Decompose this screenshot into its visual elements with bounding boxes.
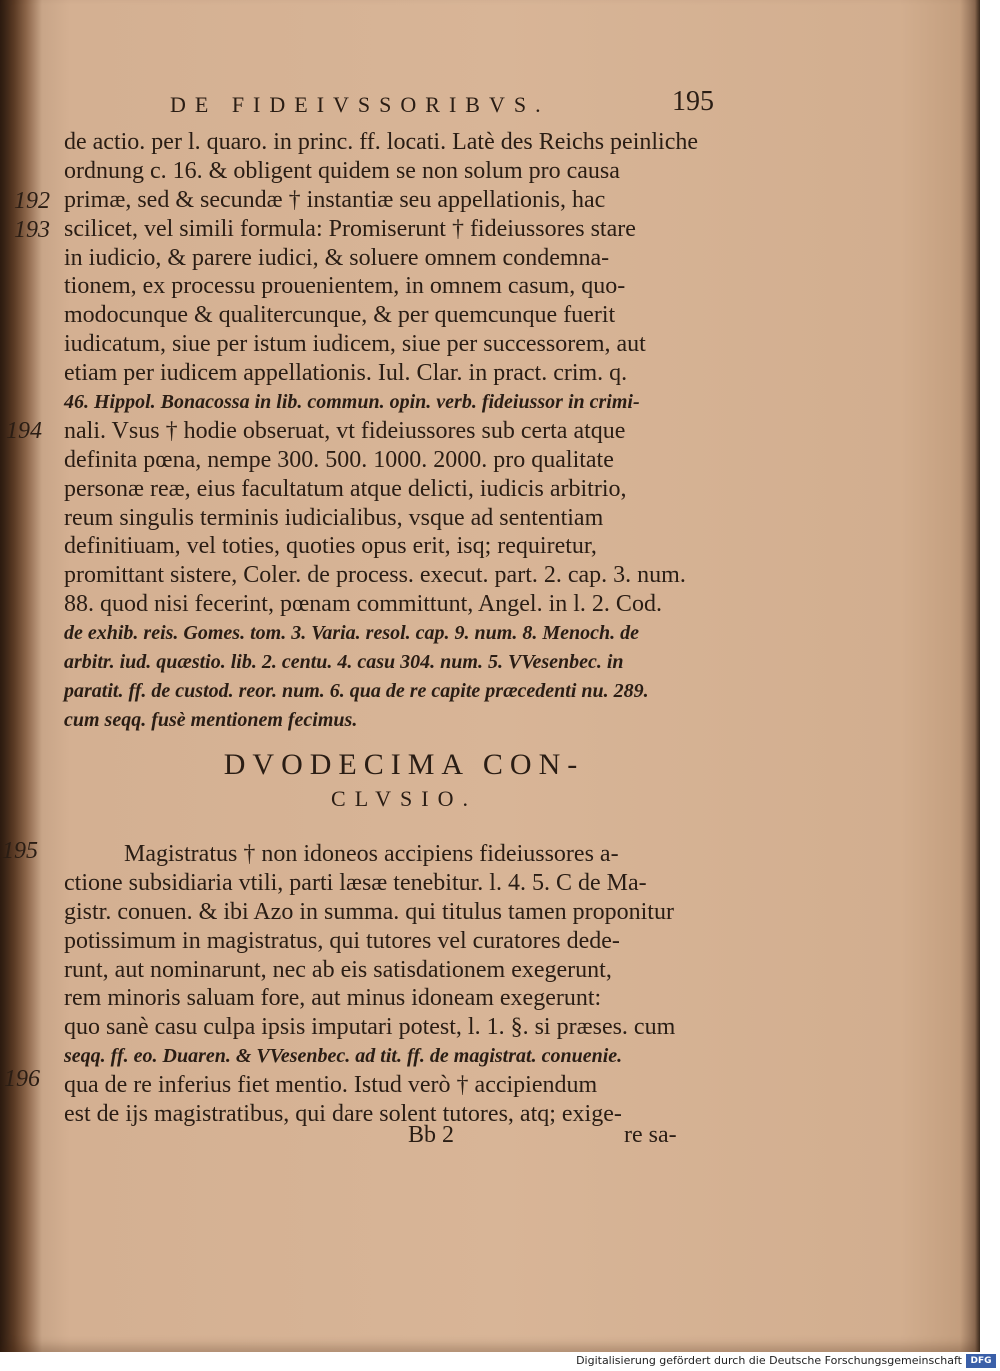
text-line: potissimum in magistratus, qui tutores vel curatores dede- — [64, 927, 620, 954]
text-line: gistr. conuen. & ibi Azo in summa. qui titulus tamen proponitur — [64, 898, 674, 925]
footer-credit: Digitalisierung gefördert durch die Deutsche Forschungsgemeinschaft — [576, 1354, 962, 1367]
running-head: DE FIDEIVSSORIBVS. — [170, 92, 550, 117]
margin-number: 192 — [14, 188, 50, 214]
text-line: cum seqq. fusè mentionem fecimus. — [64, 708, 358, 731]
text-line: modocunque & qualitercunque, & per quemcunque fuerit — [64, 302, 616, 329]
text-line: 88. quod nisi fecerint, pœnam committunt, Angel. in l. 2. Cod. — [64, 591, 662, 618]
text-line: ctione subsidiaria vtili, parti læsæ tenebitur. l. 4. 5. C de Ma- — [64, 869, 647, 896]
text-line: runt, aut nominarunt, nec ab eis satisdationem exegerunt, — [64, 956, 612, 983]
margin-number: 196 — [4, 1066, 40, 1092]
text-line: definita pœna, nempe 300. 500. 1000. 2000. pro qualitate — [64, 446, 614, 473]
text-line: etiam per iudicem appellationis. Iul. Clar. in pract. crim. q. — [64, 360, 628, 387]
text-line: paratit. ff. de custod. reor. num. 6. qua de re capite præcedenti nu. 289. — [64, 679, 649, 702]
book-page — [2, 0, 980, 1352]
text-line: 46. Hippol. Bonacossa in lib. commun. opin. verb. fideiussor in crimi- — [64, 391, 640, 414]
text-line: tionem, ex processu prouenientem, in omnem casum, quo- — [64, 273, 626, 300]
text-line: definitiuam, vel toties, quoties opus erit, isq; requiretur, — [64, 533, 597, 560]
section-heading-continued: CLVSIO. — [331, 786, 477, 811]
margin-number: 195 — [2, 838, 38, 864]
paragraph-2 — [64, 840, 714, 1129]
margin-number: 194 — [6, 418, 42, 444]
text-line: de actio. per l. quaro. in princ. ff. locati. Latè des Reichs peinliche — [64, 129, 698, 155]
text-line: iudicatum, siue per istum iudicem, siue per successorem, aut — [64, 331, 646, 358]
text-line: quo sanè casu culpa ipsis imputari potest, l. 1. §. si præses. cum — [64, 1014, 676, 1041]
text-line: scilicet, vel simili formula: Promiserunt † fideiussores stare — [64, 215, 636, 242]
text-line: promittant sistere, Coler. de process. execut. part. 2. cap. 3. num. — [64, 562, 686, 589]
text-line: personæ reæ, eius facultatum atque delicti, iudicis arbitrio, — [64, 475, 627, 502]
text-line: ordnung c. 16. & obligent quidem se non solum pro causa — [64, 157, 620, 184]
text-line: rem minoris saluam fore, aut minus idoneam exegerunt: — [64, 985, 602, 1012]
page-number: 195 — [672, 86, 714, 117]
footer-bar — [0, 1352, 1000, 1371]
text-line: qua de re inferius fiet mentio. Istud verò † accipiendum — [64, 1072, 598, 1099]
text-line: de exhib. reis. Gomes. tom. 3. Varia. resol. cap. 9. num. 8. Menoch. de — [64, 622, 640, 645]
text-line: arbitr. iud. quæstio. lib. 2. centu. 4. casu 304. num. 5. VVesenbec. in — [64, 651, 624, 674]
text-line: reum singulis terminis iudicialibus, vsque ad sententiam — [64, 504, 604, 531]
text-line: est de ijs magistratibus, qui dare solent tutores, atq; exige- — [64, 1101, 622, 1128]
section-heading: DVODECIMA CON- — [223, 748, 585, 781]
dfg-logo: DFG — [966, 1354, 996, 1368]
paragraph-1 — [64, 128, 714, 735]
text-line: nali. Vsus † hodie obseruat, vt fideiussores sub certa atque — [64, 417, 626, 444]
catchword: re sa- — [624, 1122, 677, 1148]
text-line: seqq. ff. eo. Duaren. & VVesenbec. ad tit. ff. de magistrat. conuenie. — [64, 1045, 623, 1068]
signature-mark: Bb 2 — [408, 1122, 455, 1148]
text-line: primæ, sed & secundæ † instantiæ seu appellationis, hac — [64, 186, 606, 213]
text-line: in iudicio, & parere iudici, & soluere omnem condemna- — [64, 244, 610, 271]
text-line: Magistratus † non idoneos accipiens fideiussores a- — [124, 841, 619, 867]
margin-number: 193 — [14, 217, 50, 243]
